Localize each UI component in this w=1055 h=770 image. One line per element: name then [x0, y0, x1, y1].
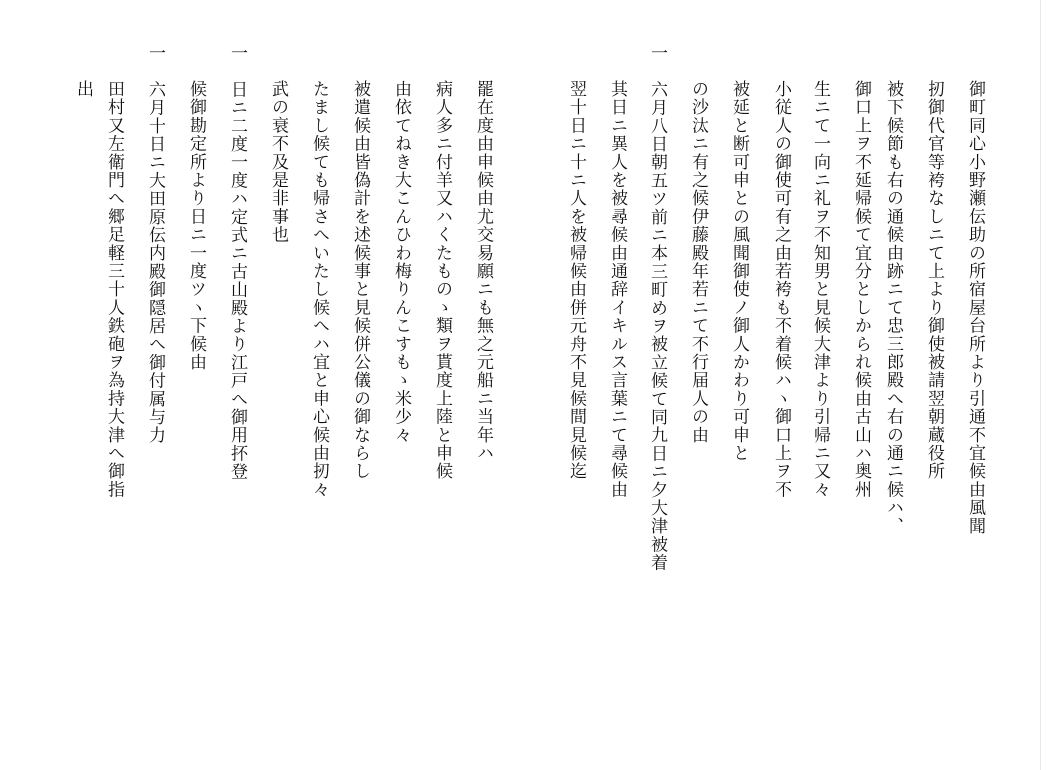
text-line-3: 被下候節も右の通候由跡ニて忠三郎殿へ右の通ニ候ハ、: [883, 80, 903, 536]
text-line-1: 御町同心小野瀬伝助の所宿屋台所より引通不宜候由風聞: [965, 80, 985, 535]
text-line-14: 由依てねき大こんひわ梅りんこすもゝ米少々: [391, 80, 411, 444]
text-line-22: 出: [73, 80, 93, 99]
text-line-6: 小従人の御使可有之由若袴も不着候ハヽ御口上ヲ不: [771, 80, 791, 499]
page-edge-line: [1040, 0, 1041, 770]
text-line-21: 田村又左衛門へ郷足軽三十人鉄砲ヲ為持大津へ御指: [104, 80, 124, 499]
text-line-19: 候御勘定所より日ニ一度ツヽ下候由: [186, 80, 206, 372]
text-line-8: の沙汰ニ有之候伊藤殿年若ニて不行届人の由: [688, 80, 708, 444]
text-line-9: 一 六月八日朝五ツ前ニ本三町めヲ被立候て同九日ニ夕大津被着: [647, 44, 667, 572]
text-line-12: 罷在度由申候由尤交易願ニも無之元船ニ当年ハ: [473, 80, 493, 463]
text-line-2: 扨御代官等袴なしニて上より御使被請翌朝蔵役所: [924, 80, 944, 481]
text-line-4: 御口上ヲ不延帰候て宜分としかられ候由古山ハ奥州: [851, 80, 871, 499]
text-line-13: 病人多ニ付羊又ハくたものゝ類ヲ貰度上陸と申候: [432, 80, 452, 481]
text-line-10: 其日ニ異人を被尋候由通辞イキルス言葉ニて尋候由: [607, 80, 627, 499]
text-line-7: 被延と断可申との風聞御使ノ御人かわり可申と: [729, 80, 749, 463]
text-line-18: 一 日ニ二度一度ハ定式ニ古山殿より江戸へ御用抔登: [227, 44, 247, 481]
text-line-5: 生ニて一向ニ礼ヲ不知男と見候大津より引帰ニ又々: [810, 80, 830, 499]
text-line-16: たまし候ても帰さへいたし候へハ宜と申心候由扨々: [309, 80, 329, 499]
text-line-11: 翌十日ニ十ニ人を被帰候由併元舟不見候間見候迄: [566, 80, 586, 481]
text-line-17: 武の衰不及是非事也: [268, 80, 288, 244]
text-line-20: 一 六月十日ニ大田原伝内殿御隠居へ御付属与力: [145, 44, 165, 445]
text-line-15: 被遣候由皆偽計を述候事と見候併公儀の御ならし: [350, 80, 370, 481]
